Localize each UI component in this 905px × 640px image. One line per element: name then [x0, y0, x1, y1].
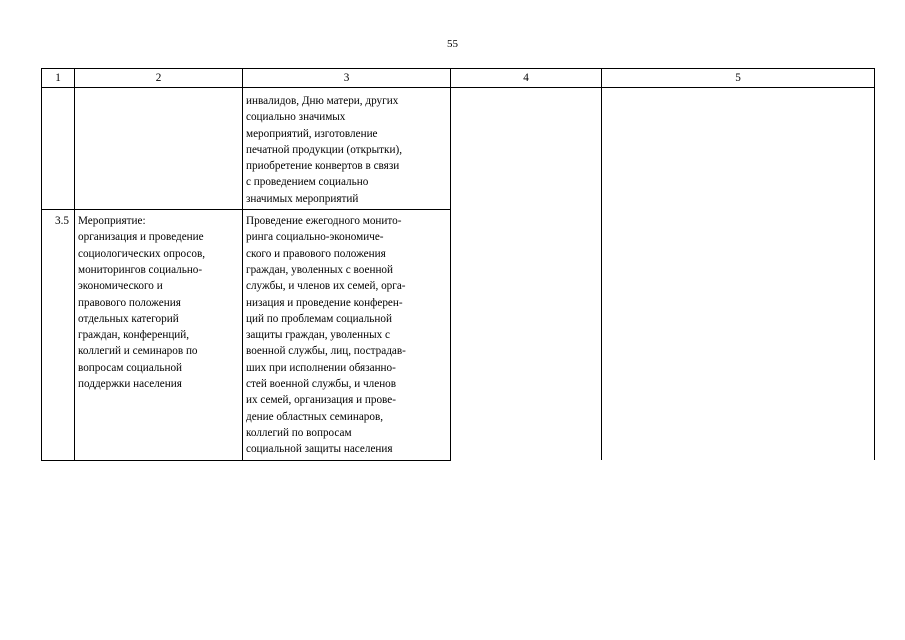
column-header-3: 3	[243, 69, 451, 88]
event-name	[78, 88, 239, 95]
table-header-row	[42, 69, 875, 88]
event-description: инвалидов, Дню матери, других социально значимых мероприятий, изготовление печатной продукции (открытки), приобретение конвертов в связи с проведением социально значимых мероприятий	[246, 95, 403, 205]
event-name-cell	[75, 88, 243, 210]
document-table	[41, 68, 875, 461]
row-number-cell	[42, 210, 75, 460]
column-header-4: 4	[451, 69, 602, 88]
column-4-cell	[451, 88, 602, 461]
event-name-cell	[75, 210, 243, 460]
event-description-cell	[243, 210, 451, 460]
page-number: 55	[447, 38, 458, 50]
column-header-5: 5	[602, 69, 875, 88]
column-5-cell	[602, 88, 875, 461]
column-4-value	[454, 88, 598, 95]
event-description-cell	[243, 88, 451, 210]
row-number-cell	[42, 88, 75, 210]
column-header-2: 2	[75, 69, 243, 88]
row-number	[45, 88, 69, 95]
column-5-value	[605, 88, 871, 95]
column-header-1: 1	[42, 69, 75, 88]
event-name: Мероприятие: организация и проведение социологических опросов, мониторингов социально- экономического и правового положения отдельных категорий граждан, конференций, коллегий и семинаров по вопросам социальной поддержки населения	[78, 215, 206, 391]
table-row	[42, 88, 875, 210]
row-number: 3.5	[55, 215, 69, 228]
event-description: Проведение ежегодного монито- ринга социально-экономиче- ского и правового положения граждан, уволенных с военной службы, и членов их семей, орга- низация и проведение конферен- ций по проблемам социальной защиты граждан, уволенных с военной службы, лиц, пострадав- ших при исполнении обязанно- стей военной службы, и членов их семей, организация и прове- дение областных семинаров, коллегий по вопросам социальной защиты населения	[246, 215, 406, 456]
